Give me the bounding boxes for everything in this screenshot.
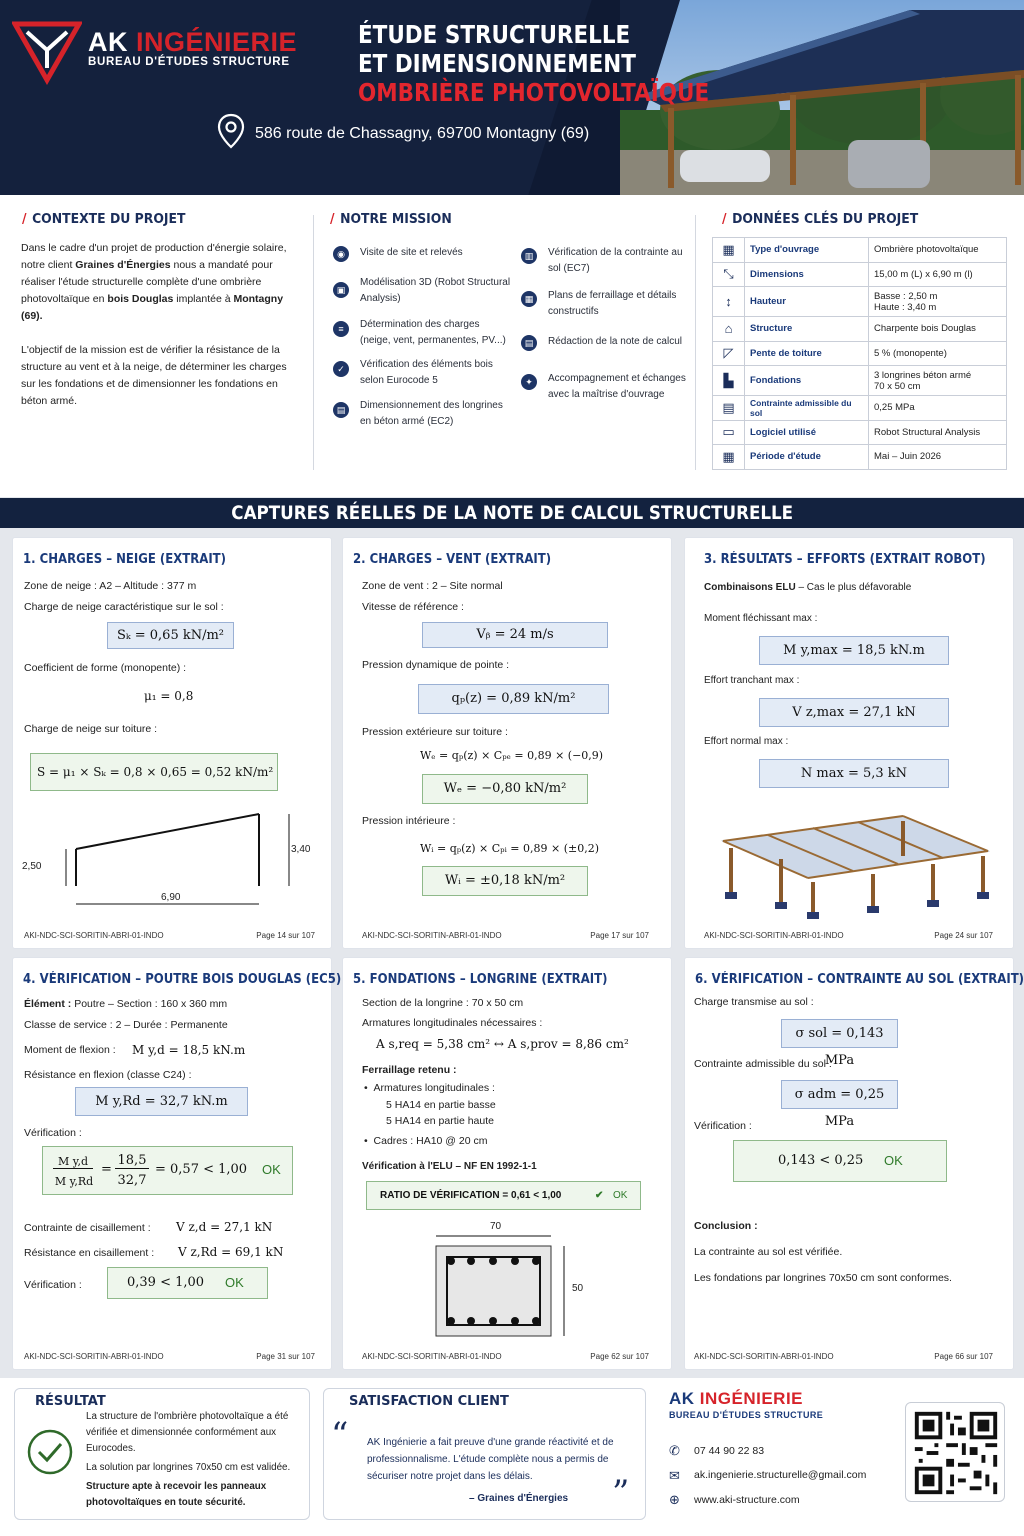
contexte-text — [21, 240, 296, 410]
mail-icon: ✉ — [669, 1468, 680, 1483]
calendar-icon: ▦ — [713, 445, 745, 470]
divider — [313, 215, 314, 470]
mission-item: Vérification de la contrainte au sol (EC7) — [548, 247, 683, 274]
verification-flexion: M y,d M y,Rd = 18,5 32,7 = 0,57 < 1,00 OK — [42, 1146, 293, 1195]
mission-item: Accompagnement et échanges avec la maîtrise d'ouvrage — [548, 373, 686, 400]
panel-poutre: 4. VÉRIFICATION – POUTRE BOIS DOUGLAS (EC5) Élément : Poutre – Section : 160 x 360 mm Classe de service : 2 – Durée : Permanente Moment de flexion : M y,d = 18,5 kN.m Résistance en flexion (classe C24) : M y,Rd = 32,7 kN.m Vérification : M y,d M y,Rd = 18,5 32,7 = 0,57 < 1,00 OK Contrainte de cisaillement : V z,d = 27,1 kN Résistance en cisaillement : V z,Rd = 69,1 kN Vérification : 0,39 < 1,00 OK AKI-NDC-SCI-SORITIN-ABRI-01-INDO Page 31 sur 107 — [12, 957, 332, 1370]
roof-icon: ◸ — [713, 341, 745, 366]
mission-item: Visite de site et relevés — [360, 247, 463, 258]
table-row: ↕ Hauteur Basse : 2,50 m Haute : 3,40 m — [713, 287, 1007, 317]
panel-sol: 6. VÉRIFICATION – CONTRAINTE AU SOL (EXTRAIT) Charge transmise au sol : σ sol = 0,143 MPa Contrainte admissible du sol : σ adm = 0,25 MPa Vérification : 0,143 < 0,25 OK Conclusion : La contrainte au sol est vérifiée. Les fondations par longrines 70x50 cm sont conformes. AKI-NDC-SCI-SORITIN-ABRI-01-INDO Page 66 sur 107 — [684, 957, 1014, 1370]
contact-email[interactable]: ak.ingenierie.structurelle@gmail.com — [694, 1469, 867, 1481]
brand-subtitle: BUREAU D'ÉTUDES STRUCTURE — [88, 56, 290, 68]
testimonial-author: – Graines d'Énergies — [469, 1493, 569, 1504]
contexte-paragraph-1: Dans le cadre d'un projet de production d'énergie solaire, notre client Graines d'Énergies nous a mandaté pour réaliser l'étude structurelle complète d'une ombrière photovoltaïque en bois Douglas implantée à Montagny (69). — [21, 242, 287, 322]
mission-item: Plans de ferraillage et détails constructifs — [548, 290, 677, 317]
satisfaction-heading: SATISFACTION CLIENT — [349, 1394, 509, 1409]
formula-mu: μ₁ = 0,8 — [144, 689, 194, 703]
section-band: CAPTURES RÉELLES DE LA NOTE DE CALCUL STRUCTURELLE — [0, 498, 1024, 528]
software-icon: ▭ — [713, 420, 745, 445]
soil-icon: ▤ — [713, 396, 745, 421]
contact-website[interactable]: www.aki-structure.com — [694, 1494, 800, 1506]
table-row: ▦ Type d'ouvrage Ombrière photovoltaïque — [713, 238, 1007, 263]
eye-icon: ◉ — [333, 246, 349, 262]
panel-fondations: 5. FONDATIONS – LONGRINE (EXTRAIT) Section de la longrine : 70 x 50 cm Armatures longitudinales nécessaires : A s,req = 5,38 cm² ↔ A s,prov = 8,86 cm² Ferraillage retenu : • Armatures longitudinales : 5 HA14 en partie basse 5 HA14 en partie haute • Cadres : HA10 @ 20 cm Vérification à l'ELU – NF EN 1992-1-1 RATIO DE VÉRIFICATION = 0,61 < 1,00 ✔ OK 70 50 AKI-NDC-SCI-SORITIN-ABRI-01-INDO Page 62 sur 107 — [342, 957, 672, 1370]
foundation-icon: ▙ — [713, 366, 745, 396]
logo-icon — [12, 20, 82, 85]
satisfaction-card — [323, 1388, 646, 1520]
height-icon: ↕ — [713, 287, 745, 317]
table-row: ▙ Fondations 3 longrines béton armé 70 x 50 cm — [713, 366, 1007, 396]
panel-title: 4. VÉRIFICATION – POUTRE BOIS DOUGLAS (EC5) — [23, 972, 342, 987]
formula-sk: Sₖ = 0,65 kN/m² — [107, 622, 234, 649]
panel-title: 6. VÉRIFICATION – CONTRAINTE AU SOL (EXTRAIT) — [695, 972, 1024, 987]
divider — [695, 215, 696, 470]
table-row: ▦ Période d'étude Mai – Juin 2026 — [713, 445, 1007, 470]
plan-icon: ▦ — [521, 291, 537, 307]
mission-item: Détermination des charges (neige, vent, permanentes, PV...) — [360, 319, 506, 346]
panel-title: 1. CHARGES – NEIGE (EXTRAIT) — [23, 552, 227, 567]
table-row: ▭ Logiciel utilisé Robot Structural Analysis — [713, 420, 1007, 445]
resultat-heading: RÉSULTAT — [35, 1394, 106, 1409]
table-row: ⤡ Dimensions 15,00 m (L) x 6,90 m (l) — [713, 262, 1007, 287]
donnees-heading: / DONNÉES CLÉS DU PROJET — [722, 211, 919, 227]
panel-vent: 2. CHARGES – VENT (EXTRAIT) Zone de vent : 2 – Site normal Vitesse de référence : Vᵦ = 24 m/s Pression dynamique de pointe : qₚ(z) = 0,89 kN/m² Pression extérieure sur toiture : Wₑ = qₚ(z) × Cₚₑ = 0,89 × (−0,9) Wₑ = −0,80 kN/m² Pression intérieure : Wᵢ = qₚ(z) × Cₚᵢ = 0,89 × (±0,2) Wᵢ = ±0,18 kN/m² AKI-NDC-SCI-SORITIN-ABRI-01-INDO Page 17 sur 107 — [342, 537, 672, 949]
building-icon: ▦ — [713, 238, 745, 263]
mission-item: Rédaction de la note de calcul — [548, 336, 682, 347]
contexte-heading: / CONTEXTE DU PROJET — [22, 211, 186, 227]
ratio-box: RATIO DE VÉRIFICATION = 0,61 < 1,00 ✔ OK — [366, 1181, 641, 1210]
footer-brand-subtitle: BUREAU D'ÉTUDES STRUCTURE — [669, 1410, 824, 1420]
team-icon: ✦ — [521, 374, 537, 390]
key-data-table — [712, 237, 1007, 470]
formula-s: S = μ₁ × Sₖ = 0,8 × 0,65 = 0,52 kN/m² — [30, 753, 278, 791]
project-address: 586 route de Chassagny, 69700 Montagny (69) — [255, 125, 590, 142]
table-row: ⌂ Structure Charpente bois Douglas — [713, 317, 1007, 342]
page-title: ÉTUDE STRUCTURELLE ET DIMENSIONNEMENT OMBRIÈRE PHOTOVOLTAÏQUE — [358, 20, 710, 107]
panel-title: 5. FONDATIONS – LONGRINE (EXTRAIT) — [353, 972, 608, 987]
panel-title: 2. CHARGES – VENT (EXTRAIT) — [353, 552, 552, 567]
beam-icon: ▤ — [333, 402, 349, 418]
cube-icon: ▣ — [333, 282, 349, 298]
panel-title: 3. RÉSULTATS – EFFORTS (EXTRAIT ROBOT) — [704, 552, 986, 567]
panel-efforts: 3. RÉSULTATS – EFFORTS (EXTRAIT ROBOT) Combinaisons ELU – Cas le plus défavorable Moment fléchissant max : M y,max = 18,5 kN.m Effort tranchant max : V z,max = 27,1 kN Effort normal max : N max = 5,3 kN AKI-NDC-SCI-SORITIN-ABRI-01-INDO Page 24 sur 107 — [684, 537, 1014, 949]
ground-icon: ▥ — [521, 248, 537, 264]
phone-icon: ✆ — [669, 1443, 680, 1458]
document-icon: ▤ — [521, 335, 537, 351]
header-banner — [0, 0, 1024, 195]
contact-phone[interactable]: 07 44 90 22 83 — [694, 1445, 765, 1457]
quote-open-icon: “ — [331, 1415, 349, 1455]
mission-item: Vérification des éléments bois selon Eurocode 5 — [360, 359, 493, 386]
globe-icon: ⊕ — [669, 1492, 680, 1507]
mission-item: Dimensionnement des longrines en béton armé (EC2) — [360, 400, 503, 427]
mission-item: Modélisation 3D (Robot Structural Analysis) — [360, 277, 511, 304]
testimonial-text: AK Ingénierie a fait preuve d'une grande réactivité et de professionnalisme. L'étude complète nous a permis de sécuriser notre projet dans les délais. — [367, 1437, 614, 1482]
shield-icon: ✓ — [333, 361, 349, 377]
quote-close-icon: ” — [612, 1473, 630, 1513]
truss-icon: ⌂ — [713, 317, 745, 342]
location-pin-icon — [217, 113, 245, 149]
panel-neige: 1. CHARGES – NEIGE (EXTRAIT) Zone de neige : A2 – Altitude : 377 m Charge de neige caractéristique sur le sol : Sₖ = 0,65 kN/m² Coefficient de forme (monopente) : μ₁ = 0,8 Charge de neige sur toiture : S = μ₁ × Sₖ = 0,8 × 0,65 = 0,52 kN/m² 2,50 3,40 6,90 AKI-NDC-SCI-SORITIN-ABRI-01-INDO Page 14 sur 107 — [12, 537, 332, 949]
table-row: ◸ Pente de toiture 5 % (monopente) — [713, 341, 1007, 366]
footer-brand: AK INGÉNIERIE — [669, 1389, 804, 1408]
contexte-paragraph-2: L'objectif de la mission est de vérifier la résistance de la structure au vent et à la neige, de déterminer les charges sur les fondations et de dimensionner les fondations en béton armé. — [21, 344, 287, 407]
load-icon: ≡ — [333, 321, 349, 337]
brand-name: AK INGÉNIERIE — [88, 27, 298, 57]
mission-heading: / NOTRE MISSION — [330, 211, 452, 227]
resultat-card: RÉSULTAT La structure de l'ombrière photovoltaïque a été vérifiée et dimensionnée conformément aux Eurocodes. La solution par longrines 70x50 cm est validée. Structure apte à recevoir les panneaux photovoltaïques en toute sécurité. — [14, 1388, 310, 1520]
check-circle-icon — [27, 1429, 73, 1475]
dimensions-icon: ⤡ — [713, 262, 745, 287]
qr-code[interactable] — [905, 1402, 1005, 1502]
robot-3d-model — [713, 796, 998, 921]
table-row: ▤ Contrainte admissible du sol 0,25 MPa — [713, 396, 1007, 421]
longrine-section — [431, 1232, 571, 1342]
